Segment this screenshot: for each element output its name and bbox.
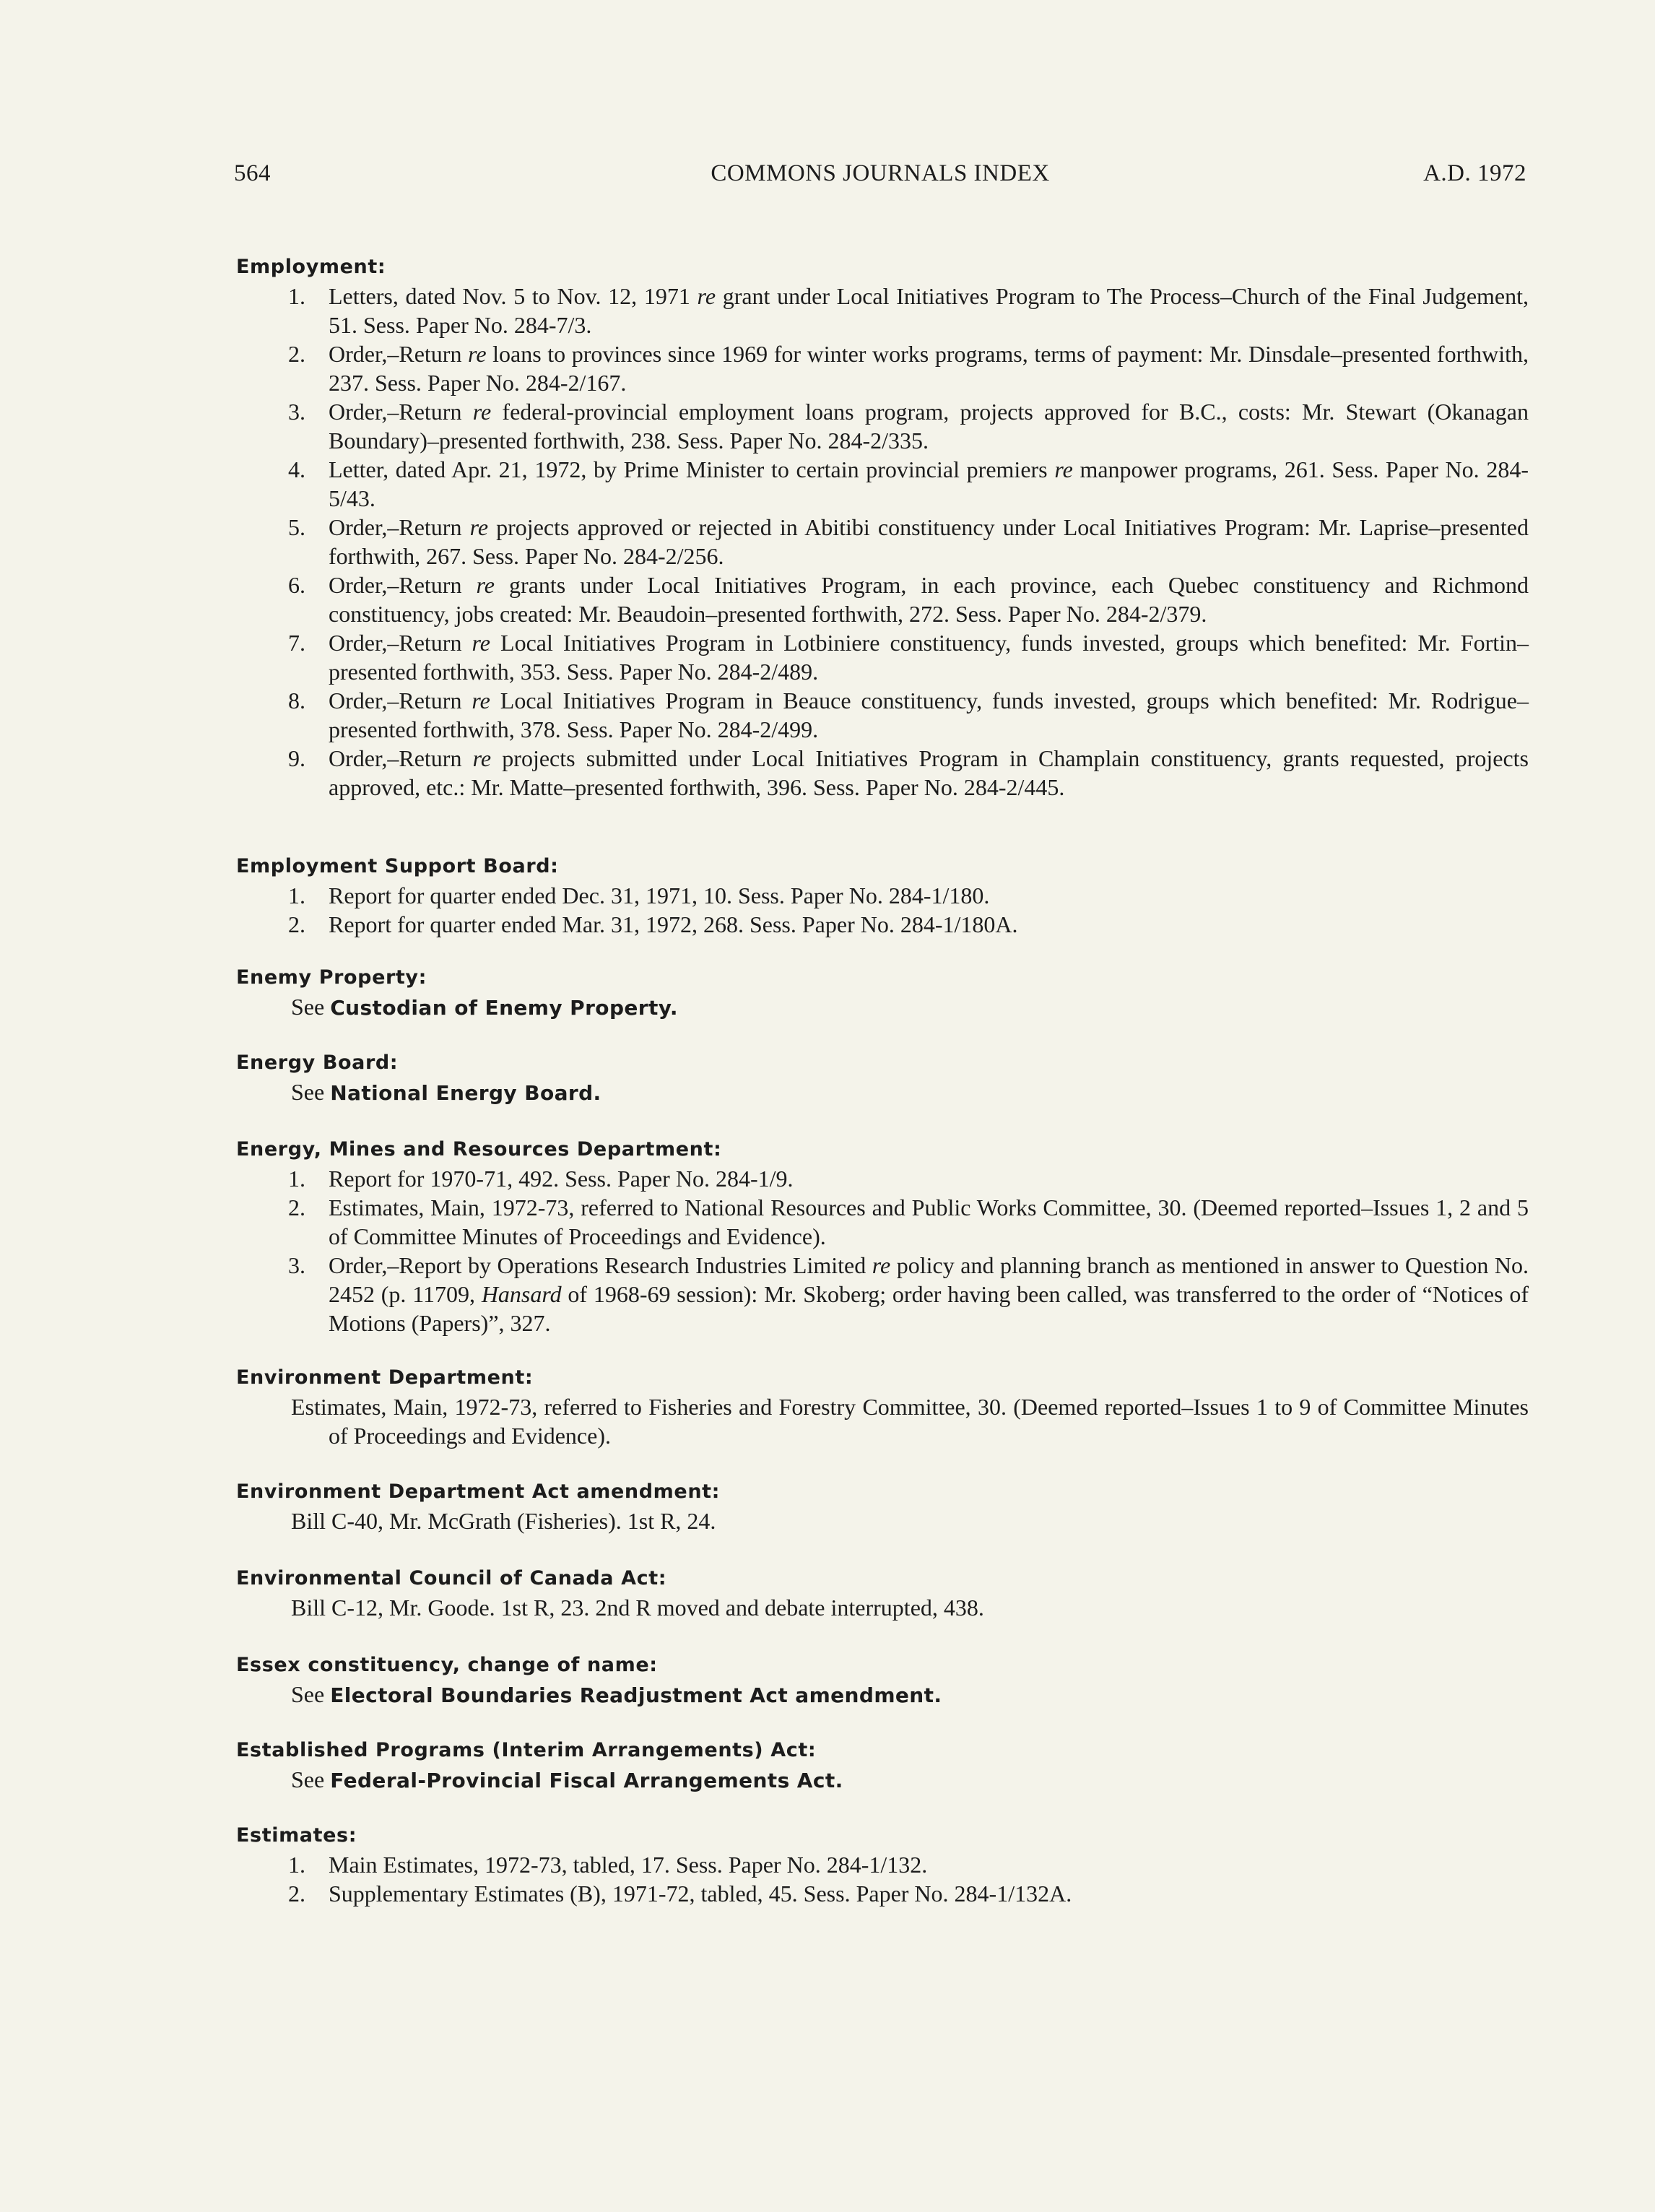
list-item: 5. Order,–Return re projects approved or rejected in Abitibi constituency under Local Initiatives Program: Mr. Laprise–presented forthwith, 267. Sess. Paper No. 284-2/256. xyxy=(288,514,1529,569)
entry-list xyxy=(236,881,1536,939)
cross-reference-target: National Energy Board. xyxy=(330,1081,601,1105)
cross-reference-target: Federal-Provincial Fiscal Arrangements Act. xyxy=(330,1769,843,1792)
list-item: 2. Estimates, Main, 1972-73, referred to National Resources and Public Works Committee, 30. (Deemed reported–Issues 1, 2 and 5 of Committee Minutes of Proceedings and Evidence). xyxy=(288,1194,1529,1249)
item-number: 7. xyxy=(288,630,305,656)
item-number: 3. xyxy=(288,399,305,425)
list-item: 3. Order,–Return re federal-provincial employment loans program, projects approved for B.C., costs: Mr. Stewart (Okanagan Boundary)–presented forthwith, 238. Sess. Paper No. 284-2/335. xyxy=(288,399,1529,454)
entry-essex-constituency xyxy=(236,1651,1536,1710)
item-number: 6. xyxy=(288,572,305,598)
cross-reference-target: Custodian of Enemy Property. xyxy=(330,996,678,1020)
entry-heading: Estimates: xyxy=(236,1824,357,1847)
list-item: 7. Order,–Return re Local Initiatives Program in Lotbiniere constituency, funds invested, groups which benefited: Mr. Fortin–presented forthwith, 353. Sess. Paper No. 284-2/489. xyxy=(288,630,1529,685)
cross-reference: See Custodian of Enemy Property. xyxy=(291,994,678,1020)
entry-text: Estimates, Main, 1972-73, referred to Fisheries and Forestry Committee, 30. (Deemed reported–Issues 1 to 9 of Committee Minutes of Proceedings and Evidence). xyxy=(291,1394,1529,1449)
item-number: 8. xyxy=(288,688,305,714)
list-item: 1. Letters, dated Nov. 5 to Nov. 12, 1971 re grant under Local Initiatives Program to The Process–Church of the Final Judgement, 51. Sess. Paper No. 284-7/3. xyxy=(288,283,1529,338)
entry-heading: Essex constituency, change of name: xyxy=(236,1654,658,1676)
list-item: 6. Order,–Return re grants under Local Initiatives Program, in each province, each Quebec constituency and Richmond constituency, jobs created: Mr. Beaudoin–presented forthwith, 272. Sess. Paper No. 284-2/379. xyxy=(288,572,1529,627)
list-item: 3. Order,–Report by Operations Research Industries Limited re policy and planning branch as mentioned in answer to Question No. 2452 (p. 11709, Hansard of 1968-69 session): Mr. Skoberg; order having been called, was transferred to the order of “Notices of Motions (Papers)”, 327. xyxy=(288,1252,1529,1336)
entry-heading: Environment Department: xyxy=(236,1366,534,1389)
entry-heading: Environment Department Act amendment: xyxy=(236,1480,721,1503)
entry-heading: Energy Board: xyxy=(236,1051,399,1074)
page-number: 564 xyxy=(234,160,271,186)
entry-heading: Energy, Mines and Resources Department: xyxy=(236,1138,722,1161)
list-item: 2. Order,–Return re loans to provinces since 1969 for winter works programs, terms of payment: Mr. Dinsdale–presented forthwith, 237. Sess. Paper No. 284-2/167. xyxy=(288,341,1529,396)
entry-established-programs xyxy=(236,1736,1536,1795)
journal-title: COMMONS JOURNALS INDEX xyxy=(711,160,1050,186)
list-item: 2. Report for quarter ended Mar. 31, 1972, 268. Sess. Paper No. 284-1/180A. xyxy=(288,911,1018,937)
entry-heading: Employment: xyxy=(236,256,386,278)
list-item: 1. Report for 1970-71, 492. Sess. Paper No. 284-1/9. xyxy=(288,1166,794,1192)
item-number: 3. xyxy=(288,1252,305,1278)
year-label: A.D. 1972 xyxy=(1423,160,1526,186)
item-number: 9. xyxy=(288,745,305,771)
entry-heading: Employment Support Board: xyxy=(236,855,559,877)
item-number: 2. xyxy=(288,341,305,367)
item-number: 1. xyxy=(288,1166,305,1192)
list-item: 4. Letter, dated Apr. 21, 1972, by Prime Minister to certain provincial premiers re manpower programs, 261. Sess. Paper No. 284-5/43. xyxy=(288,456,1529,511)
cross-reference: See Federal-Provincial Fiscal Arrangements Act. xyxy=(291,1766,843,1792)
entry-enemy-property xyxy=(236,963,1536,1023)
running-head xyxy=(234,160,1526,196)
cross-reference: See Electoral Boundaries Readjustment Act amendment. xyxy=(291,1681,942,1707)
item-number: 2. xyxy=(288,1194,305,1220)
entry-energy-board xyxy=(236,1049,1536,1108)
entry-text: Bill C-40, Mr. McGrath (Fisheries). 1st R, 24. xyxy=(291,1508,716,1534)
item-number: 1. xyxy=(288,882,305,908)
entry-heading: Environmental Council of Canada Act: xyxy=(236,1567,667,1589)
cross-reference: See National Energy Board. xyxy=(291,1079,601,1105)
list-item: 2. Supplementary Estimates (B), 1971-72, tabled, 45. Sess. Paper No. 284-1/132A. xyxy=(288,1881,1072,1907)
entry-estimates xyxy=(236,1821,1536,1908)
item-number: 2. xyxy=(288,911,305,937)
entry-employment xyxy=(236,253,1536,802)
entry-heading: Enemy Property: xyxy=(236,966,427,989)
entry-text: Bill C-12, Mr. Goode. 1st R, 23. 2nd R moved and debate interrupted, 438. xyxy=(291,1595,984,1621)
entry-employment-support-board xyxy=(236,852,1536,939)
item-number: 5. xyxy=(288,514,305,540)
cross-reference-target: Electoral Boundaries Readjustment Act amendment. xyxy=(330,1683,942,1707)
entry-list xyxy=(236,282,1536,802)
item-number: 1. xyxy=(288,1852,305,1878)
entry-environment-department xyxy=(236,1363,1536,1450)
list-item: 1. Main Estimates, 1972-73, tabled, 17. Sess. Paper No. 284-1/132. xyxy=(288,1852,928,1878)
entry-heading: Established Programs (Interim Arrangements) Act: xyxy=(236,1739,817,1761)
entry-energy-mines-resources xyxy=(236,1135,1536,1337)
entry-list xyxy=(236,1850,1536,1908)
entry-list xyxy=(236,1164,1536,1337)
item-number: 4. xyxy=(288,456,305,482)
entry-environmental-council xyxy=(236,1564,1536,1622)
entry-environment-act-amendment xyxy=(236,1478,1536,1535)
list-item: 8. Order,–Return re Local Initiatives Program in Beauce constituency, funds invested, groups which benefited: Mr. Rodrigue–presented forthwith, 378. Sess. Paper No. 284-2/499. xyxy=(288,688,1529,742)
item-number: 2. xyxy=(288,1881,305,1907)
list-item: 9. Order,–Return re projects submitted under Local Initiatives Program in Champlain constituency, grants requested, projects approved, etc.: Mr. Matte–presented forthwith, 396. Sess. Paper No. 284-2/445. xyxy=(288,745,1529,800)
item-number: 1. xyxy=(288,283,305,309)
list-item: 1. Report for quarter ended Dec. 31, 1971, 10. Sess. Paper No. 284-1/180. xyxy=(288,882,990,908)
